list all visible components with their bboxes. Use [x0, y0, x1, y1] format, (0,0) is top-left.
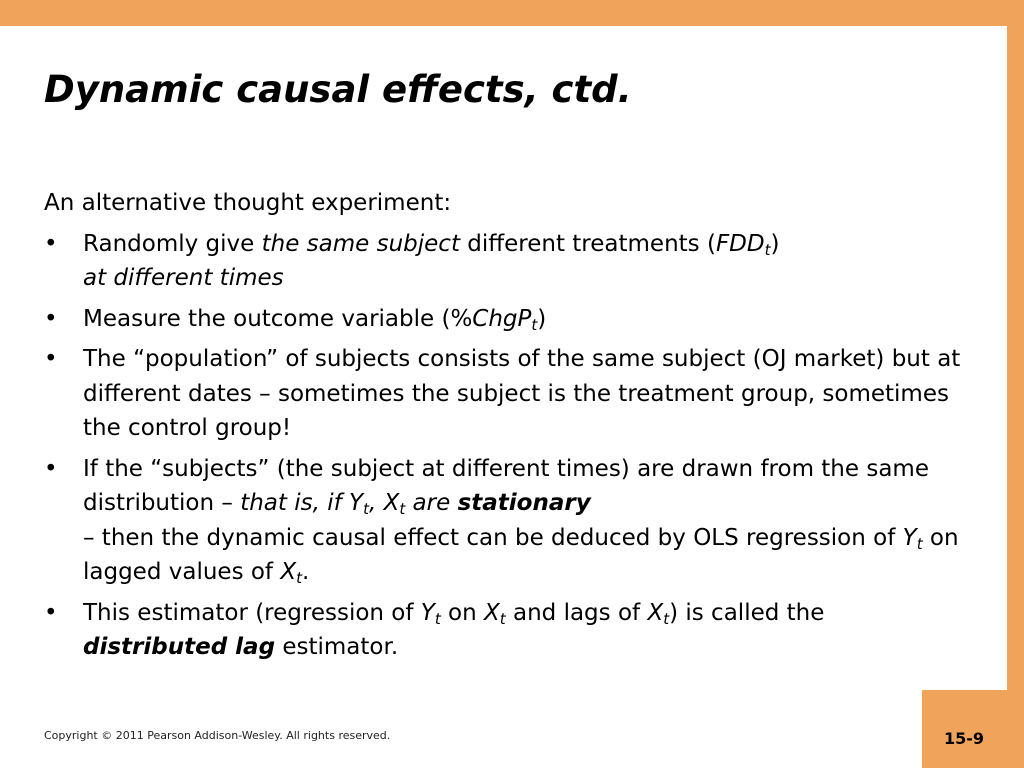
- bullet-glyph: •: [44, 230, 58, 257]
- text-run: The “population” of subjects consists of the same subject (OJ market) but at different dates – sometimes the subject is the treatment group, sometimes the control group!: [83, 346, 961, 441]
- text-run: This estimator (regression of: [83, 599, 421, 626]
- subscript-t: t: [764, 240, 771, 259]
- text-run: ) is called the: [669, 599, 825, 626]
- variable-chgp: ChgP: [472, 305, 532, 332]
- variable-x: X: [280, 559, 297, 585]
- variable-x: X: [484, 599, 500, 626]
- text-run-italic: are: [405, 490, 458, 516]
- text-run-italic: that is, if Y: [240, 490, 364, 516]
- bullet-glyph: •: [44, 346, 58, 372]
- text-run: – then the dynamic causal effect can be deduced by OLS regression of: [83, 524, 903, 551]
- page-number-box: [922, 690, 1024, 768]
- bullet-item-2: [44, 302, 974, 337]
- text-run: ): [537, 305, 547, 332]
- subscript-t: t: [399, 500, 406, 518]
- text-run: Randomly give: [83, 230, 262, 257]
- bullet-item-1: [44, 227, 974, 296]
- text-run: on: [440, 599, 485, 626]
- text-run: and lags of: [505, 599, 648, 626]
- bullet-glyph: •: [44, 305, 58, 332]
- right-accent-bar: [1007, 0, 1024, 768]
- bullet-glyph: •: [44, 455, 58, 482]
- text-run: Measure the outcome variable (%: [83, 305, 473, 332]
- bullet-list: [44, 227, 974, 665]
- variable-y: Y: [902, 524, 917, 551]
- subscript-t: t: [363, 500, 369, 518]
- bullet-item-3: [44, 342, 974, 446]
- variable-x: X: [647, 599, 664, 626]
- bullet-item-4: [44, 452, 974, 590]
- variable-fdd: FDD: [715, 230, 765, 257]
- text-run-italic: , X: [368, 490, 400, 516]
- subscript-t: t: [531, 315, 538, 334]
- top-accent-bar: [0, 0, 1024, 26]
- bullet-glyph: •: [44, 599, 58, 626]
- text-run: ): [770, 230, 780, 257]
- slide-title: Dynamic causal effects, ctd.: [44, 68, 632, 111]
- page-number: 15-9: [943, 729, 985, 748]
- text-run: .: [302, 559, 310, 585]
- text-run: estimator.: [275, 634, 399, 660]
- slide-body: [44, 186, 974, 671]
- subscript-t: t: [916, 534, 923, 553]
- subscript-t: t: [499, 609, 506, 628]
- text-run-italic: the same subject: [261, 230, 460, 257]
- text-run: on lagged values of: [83, 524, 959, 585]
- copyright-notice: Copyright © 2011 Pearson Addison-Wesley. All rights reserved.: [44, 729, 391, 742]
- intro-text: An alternative thought experiment:: [44, 190, 452, 216]
- term-distributed-lag: distributed lag: [83, 634, 276, 660]
- bullet-item-5: [44, 596, 974, 665]
- subscript-t: t: [296, 569, 302, 587]
- text-run: different treatments (: [459, 230, 716, 257]
- term-stationary: stationary: [457, 490, 591, 516]
- subscript-t: t: [663, 609, 670, 628]
- variable-y: Y: [420, 599, 435, 626]
- text-run-italic: at different times: [83, 265, 284, 291]
- subscript-t: t: [434, 609, 441, 628]
- text-run: If the “subjects” (the subject at different times) are drawn from the same distribution –: [83, 455, 929, 516]
